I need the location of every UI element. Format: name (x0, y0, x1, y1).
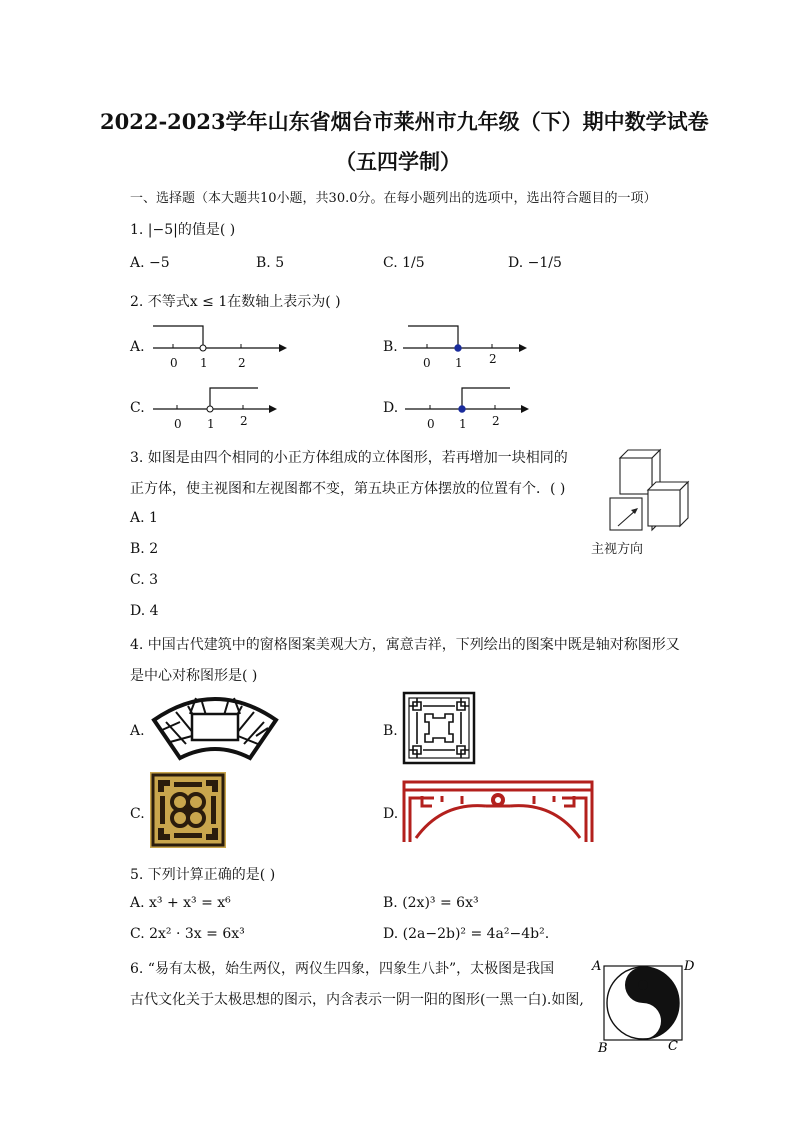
q4-stem-line1: 4. 中国古代建筑中的窗格图案美观大方，寓意吉祥，下列绘出的图案中既是轴对称图形又 (130, 637, 680, 653)
svg-text:1: 1 (207, 417, 215, 431)
q2-numberline-d (402, 383, 537, 433)
svg-text:0: 0 (423, 356, 431, 370)
q4-option-a: A. (130, 723, 145, 739)
q3-option-d: D. 4 (130, 603, 159, 619)
page-title: 2022-2023学年山东省烟台市莱州市九年级（下）期中数学试卷 (100, 109, 709, 134)
q3-option-b: B. 2 (130, 541, 159, 557)
q6-stem-line2: 古代文化关于太极思想的图示，内含表示一阴一阳的图形(一黑一白).如图, (130, 992, 584, 1008)
svg-text:2: 2 (240, 414, 248, 428)
q4-stem-line2: 是中心对称图形是( ) (130, 668, 258, 684)
q2-numberline-c (150, 383, 285, 433)
q3-option-c: C. 3 (130, 572, 159, 588)
svg-text:0: 0 (174, 417, 182, 431)
svg-text:D: D (684, 959, 695, 974)
q3-stem-line1: 3. 如图是由四个相同的小正方体组成的立体图形，若再增加一块相同的 (130, 450, 568, 466)
q2-option-a: A. (130, 339, 145, 355)
q2-option-d: D. (383, 400, 399, 416)
q4-option-c: C. (130, 806, 145, 822)
q5-option-d: D. (2a−2b)² = 4a²−4b². (383, 926, 550, 942)
open-circle (207, 406, 213, 412)
svg-text:B: B (598, 1041, 608, 1056)
q5-option-b: B. (2x)³ = 6x³ (383, 895, 479, 911)
svg-text:2: 2 (238, 356, 246, 370)
q6-taiji-figure (590, 958, 700, 1058)
q1-stem: 1. |−5|的值是( ) (130, 222, 236, 238)
q4-option-d: D. (383, 806, 399, 822)
closed-circle (459, 406, 465, 412)
q1-option-a: A. −5 (130, 255, 170, 271)
svg-text:1: 1 (200, 356, 208, 370)
q3-option-a: A. 1 (130, 510, 158, 526)
q3-figure-caption: 主视方向 (591, 542, 644, 557)
q1-option-b: B. 5 (256, 255, 285, 271)
svg-text:2: 2 (492, 414, 500, 428)
svg-text:C: C (668, 1039, 678, 1054)
svg-text:2: 2 (489, 352, 497, 366)
svg-text:0: 0 (427, 417, 435, 431)
q3-stem-line2: 正方体，使主视图和左视图都不变，第五块正方体摆放的位置有个．( ) (130, 481, 566, 497)
q2-stem: 2. 不等式x ≤ 1在数轴上表示为( ) (130, 294, 341, 310)
q4-arch-lattice-icon (402, 778, 594, 844)
svg-text:1: 1 (459, 417, 467, 431)
svg-text:A: A (592, 959, 602, 974)
q4-square-lattice-icon (403, 692, 475, 764)
q5-option-a: A. x³ + x³ = x⁶ (130, 895, 231, 911)
q6-stem-line1: 6. “易有太极，始生两仪，两仪生四象，四象生八卦”，太极图是我国 (130, 961, 555, 977)
q1-option-d: D. −1/5 (508, 255, 562, 271)
q5-option-c: C. 2x² · 3x = 6x³ (130, 926, 245, 942)
q5-stem: 5. 下列计算正确的是( ) (130, 867, 276, 883)
section-heading: 一、选择题（本大题共10小题，共30.0分。在每小题列出的选项中，选出符合题目的一项） (130, 191, 657, 206)
closed-circle (455, 345, 461, 351)
q2-option-b: B. (383, 339, 398, 355)
q2-numberline-a (148, 322, 293, 372)
q4-fan-pattern-icon (150, 692, 280, 764)
svg-text:0: 0 (170, 356, 178, 370)
open-circle (200, 345, 206, 351)
page-subtitle: （五四学制） (335, 149, 461, 174)
q4-knot-lattice-icon (150, 772, 226, 848)
q3-cube-figure (600, 448, 700, 540)
q2-numberline-b (400, 322, 535, 372)
q2-option-c: C. (130, 400, 145, 416)
svg-text:1: 1 (455, 356, 463, 370)
q4-option-b: B. (383, 723, 398, 739)
q1-option-c: C. 1/5 (383, 255, 425, 271)
